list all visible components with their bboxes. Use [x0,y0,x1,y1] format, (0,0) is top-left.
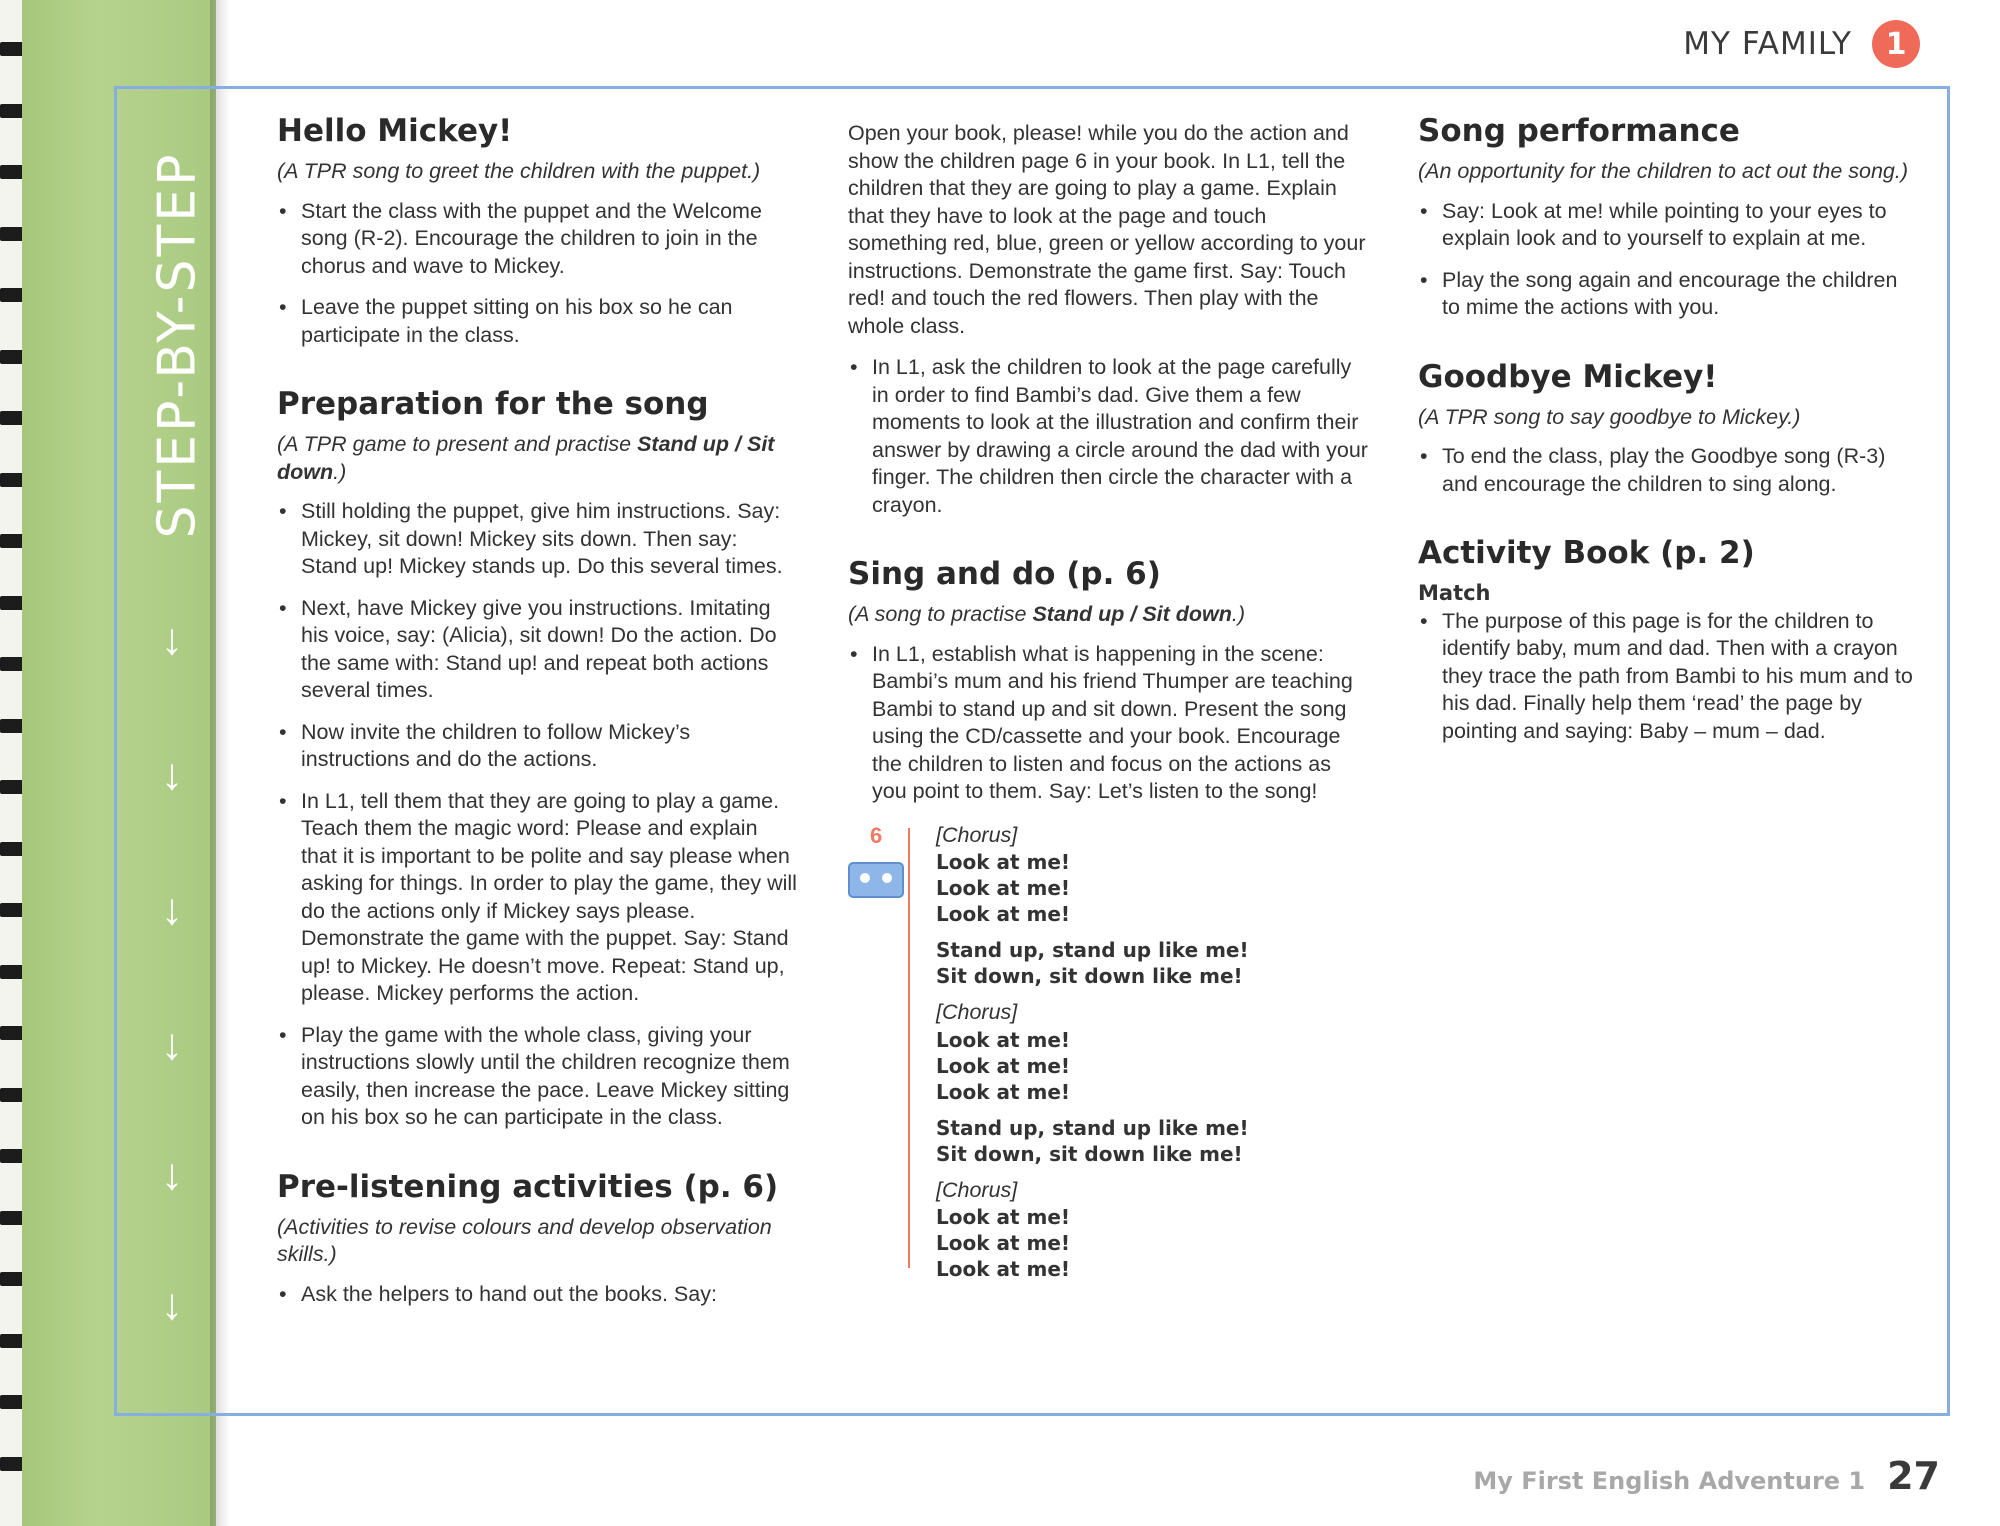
page-number: 27 [1887,1454,1940,1498]
down-arrow-icon: ↓ [161,1020,183,1069]
down-arrow-icon: ↓ [161,1150,183,1199]
bullet-list [277,1281,797,1309]
list-item: • Still holding the puppet, give him instructions. Say: Mickey, sit down! Mickey sits down. Then say: Stand up! Mickey stands up. Do this several times. [277,498,797,581]
bullet-list [277,498,797,1132]
section-subtitle: (Activities to revise colours and develop observation skills.) [277,1214,772,1266]
track-number: 6 [870,822,883,848]
column-3 [1418,112,1918,761]
lyric-line: Look at me! [936,1027,1071,1052]
chorus-label: [Chorus] [936,1000,1018,1024]
down-arrow-icon: ↓ [161,885,183,934]
bullet-list [1418,443,1918,498]
bullet-list [1418,608,1918,746]
down-arrow-icon: ↓ [161,750,183,799]
page-header [1683,20,1920,68]
lyric-line: Look at me! [936,1205,1071,1229]
down-arrow-icon: ↓ [161,1280,183,1329]
list-item: • Leave the puppet sitting on his box so he can participate in the class. [277,294,797,349]
lyric-line: Look at me! [936,1053,1071,1078]
cassette-icon [848,862,904,898]
list-item: • In L1, establish what is happening in the scene: Bambi’s mum and his friend Thumper are teaching Bambi to stand up and sit down. Present the song using the CD/cassette and your book. Encourage the children to listen and focus on the actions as you point to them. Say: Let’s listen to the song! [848,641,1368,806]
lyric-line: Stand up, stand up like me! [936,1115,1249,1140]
lyric-line: Sit down, sit down like me! [936,1141,1243,1166]
down-arrow-icon: ↓ [161,615,183,664]
song-lyrics [848,822,1368,1283]
section-subtitle: (A song to practise Stand up / Sit down.) [848,602,1246,626]
lyric-line: Stand up, stand up like me! [936,938,1249,962]
lyric-line: Look at me! [936,902,1071,926]
section-title-song-performance: Song performance [1418,113,1740,149]
column-2 [848,120,1368,1292]
lyric-line: Look at me! [936,1231,1071,1255]
column-1 [277,112,797,1324]
section-title-activity-book: Activity Book (p. 2) [1418,535,1755,571]
list-item: • Play the song again and encourage the children to mime the actions with you. [1418,267,1918,322]
list-item: • Next, have Mickey give you instructions. Imitating his voice, say: (Alicia), sit down! Do the action. Do the same with: Stand up! and repeat both actions several times. [277,595,797,705]
list-item: • Start the class with the puppet and the Welcome song (R-2). Encourage the children to join in the chorus and wave to Mickey. [277,198,797,281]
section-title-goodbye: Goodbye Mickey! [1418,358,1718,395]
lyric-line: Look at me! [936,1079,1071,1104]
activity-label: Match [1418,581,1491,605]
section-title-sing-and-do: Sing and do (p. 6) [848,556,1161,592]
page-footer [1473,1454,1940,1498]
unit-title: MY FAMILY [1683,26,1852,62]
lyric-line: Look at me! [936,1257,1071,1281]
bullet-list [848,641,1368,806]
chorus-label: [Chorus] [936,1177,1018,1202]
section-subtitle: (An opportunity for the children to act out the song.) [1418,159,1909,183]
book-title: My First English Adventure 1 [1473,1467,1866,1495]
list-item: • In L1, ask the children to look at the page carefully in order to find Bambi’s dad. Give them a few moments to look at the illustration and confirm their answer by drawing a circle around the dad with your finger. The children then circle the character with a crayon. [848,354,1368,519]
unit-number-badge: 1 [1872,20,1920,68]
list-item: • Say: Look at me! while pointing to your eyes to explain look and to yourself to explain at me. [1418,198,1918,253]
list-item: • In L1, tell them that they are going to play a game. Teach them the magic word: Please and explain that it is important to be polite and say please when asking for things. In order to play the game, they will do the actions only if Mickey says please. Demonstrate the game with the puppet. Say: Stand up! to Mickey. He doesn’t move. Repeat: Stand up, please. Mickey performs the action. [277,788,797,1008]
list-item: • Ask the helpers to hand out the books. Say: [277,1281,797,1309]
lyric-line: Look at me! [936,850,1071,874]
step-by-step-label: STEP-BY-STEP [147,151,207,539]
lyric-line: Sit down, sit down like me! [936,964,1243,988]
bullet-list [277,198,797,350]
section-title-prelistening: Pre-listening activities (p. 6) [277,1168,779,1205]
list-item: • To end the class, play the Goodbye song (R-3) and encourage the children to sing along. [1418,443,1918,498]
bullet-list [848,354,1368,519]
section-subtitle: (A TPR song to say goodbye to Mickey.) [1418,404,1801,429]
paragraph: Open your book, please! while you do the action and show the children page 6 in your book. In L1, tell the children that they are going to play a game. Explain that they have to look at the page and touch something red, blue, green or yellow according to your instructions. Demonstrate the game first. Say: Touch red! and touch the red flowers. Then play with the whole class. [848,121,1366,338]
lyric-line: Look at me! [936,876,1071,900]
section-subtitle: (A TPR game to present and practise Stand up / Sit down.) [277,432,775,484]
chorus-label: [Chorus] [936,822,1018,847]
bullet-list [1418,198,1918,322]
section-title-preparation: Preparation for the song [277,386,709,422]
section-subtitle: (A TPR song to greet the children with the puppet.) [277,159,761,183]
list-item: • The purpose of this page is for the children to identify baby, mum and dad. Then with a crayon they trace the path from Bambi to his mum and to his dad. Finally help them ‘read’ the page by pointing and saying: Baby – mum – dad. [1418,608,1918,746]
list-item: • Play the game with the whole class, giving your instructions slowly until the children recognize them easily, then increase the pace. Leave Mickey sitting on his box so he can participate in the class. [277,1022,797,1132]
list-item: • Now invite the children to follow Mickey’s instructions and do the actions. [277,719,797,774]
section-title-hello: Hello Mickey! [277,113,513,149]
